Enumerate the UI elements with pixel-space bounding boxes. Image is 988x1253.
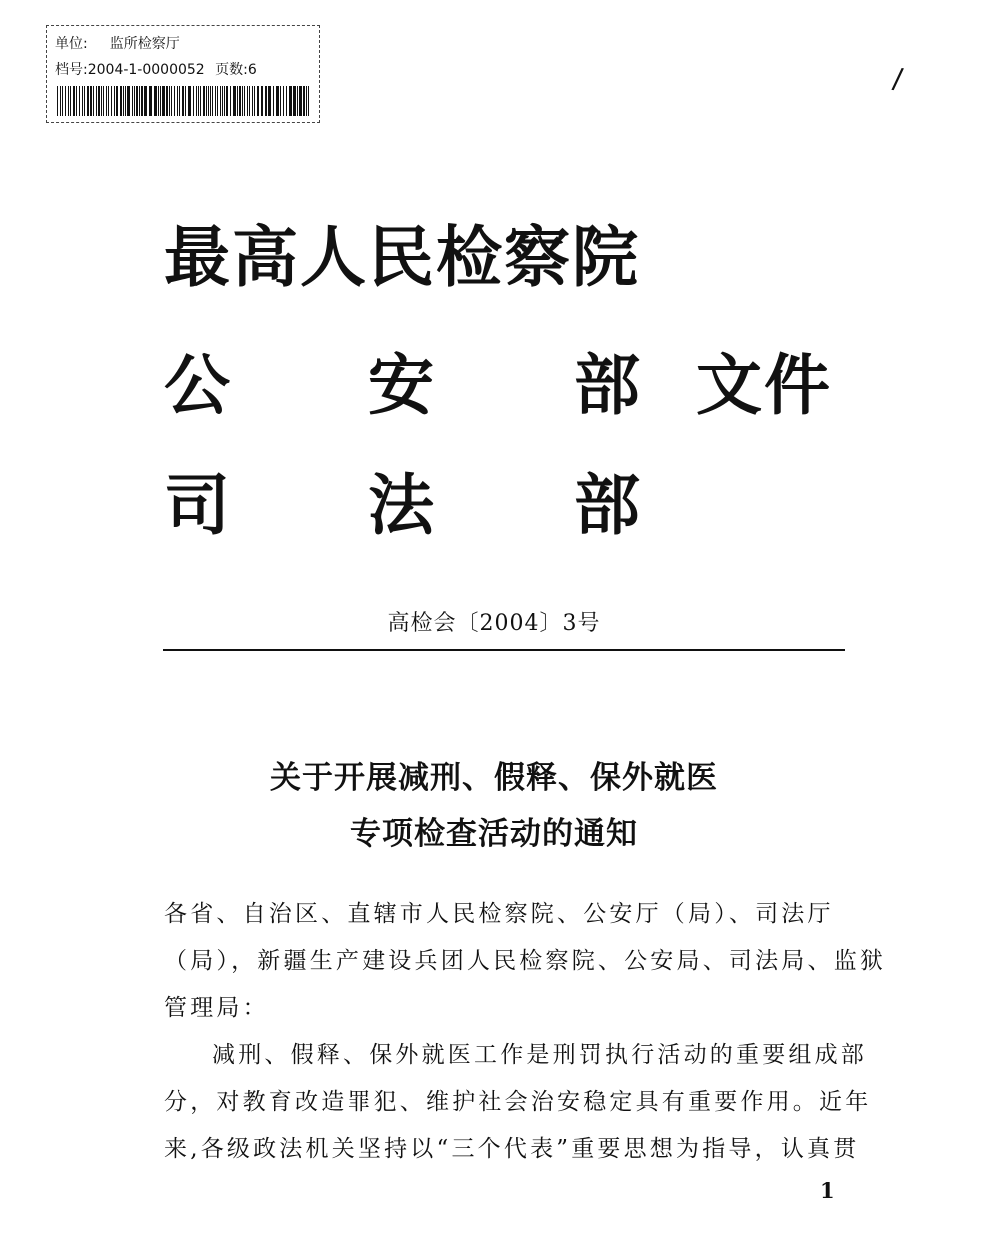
- document-number: 高检会〔2004〕3号: [387, 611, 601, 636]
- barcode: [57, 86, 313, 116]
- issuer-line-3-char-1: 司: [164, 466, 232, 544]
- pages-value: 6: [247, 62, 257, 78]
- file-value: 2004-1-0000052: [87, 62, 205, 78]
- body-line-4: 减刑、假释、保外就医工作是刑罚执行活动的重要组成部: [212, 1042, 867, 1068]
- pages-label: 页数:: [215, 62, 248, 78]
- page-number: 1: [820, 1178, 835, 1203]
- header-divider: [163, 649, 845, 651]
- unit-label: 单位:: [55, 36, 88, 52]
- file-label: 档号:: [55, 62, 88, 78]
- title-line-2: 专项检查活动的通知: [350, 816, 638, 852]
- body-line-2: （局），新疆生产建设兵团人民检察院、公安局、司法局、监狱: [164, 948, 887, 974]
- file-row: [55, 59, 257, 79]
- body-line-3: 管理局：: [164, 995, 269, 1021]
- title-line-1: 关于开展减刑、假释、保外就医: [270, 760, 718, 796]
- unit-row: [55, 33, 180, 53]
- archive-label: [46, 25, 320, 123]
- issuer-line-3-char-2: 法: [368, 466, 436, 544]
- body-line-5: 分，对教育改造罪犯、维护社会治安稳定具有重要作用。近年: [164, 1089, 872, 1115]
- issuer-line-2-char-4: 文件: [696, 346, 832, 424]
- unit-value: 监所检察厅: [109, 36, 180, 52]
- issuer-line-3-char-3: 部: [574, 466, 642, 544]
- body-line-6: 来,各级政法机关坚持以“三个代表”重要思想为指导，认真贯: [164, 1136, 860, 1162]
- issuer-line-2-char-3: 部: [574, 346, 642, 424]
- corner-mark: /: [890, 61, 905, 96]
- issuer-line-2-char-1: 公: [164, 346, 232, 424]
- body-line-1: 各省、自治区、直辖市人民检察院、公安厅（局）、司法厅: [164, 901, 834, 927]
- issuer-line-1: 最高人民检察院: [164, 218, 640, 296]
- issuer-line-2-char-2: 安: [368, 346, 436, 424]
